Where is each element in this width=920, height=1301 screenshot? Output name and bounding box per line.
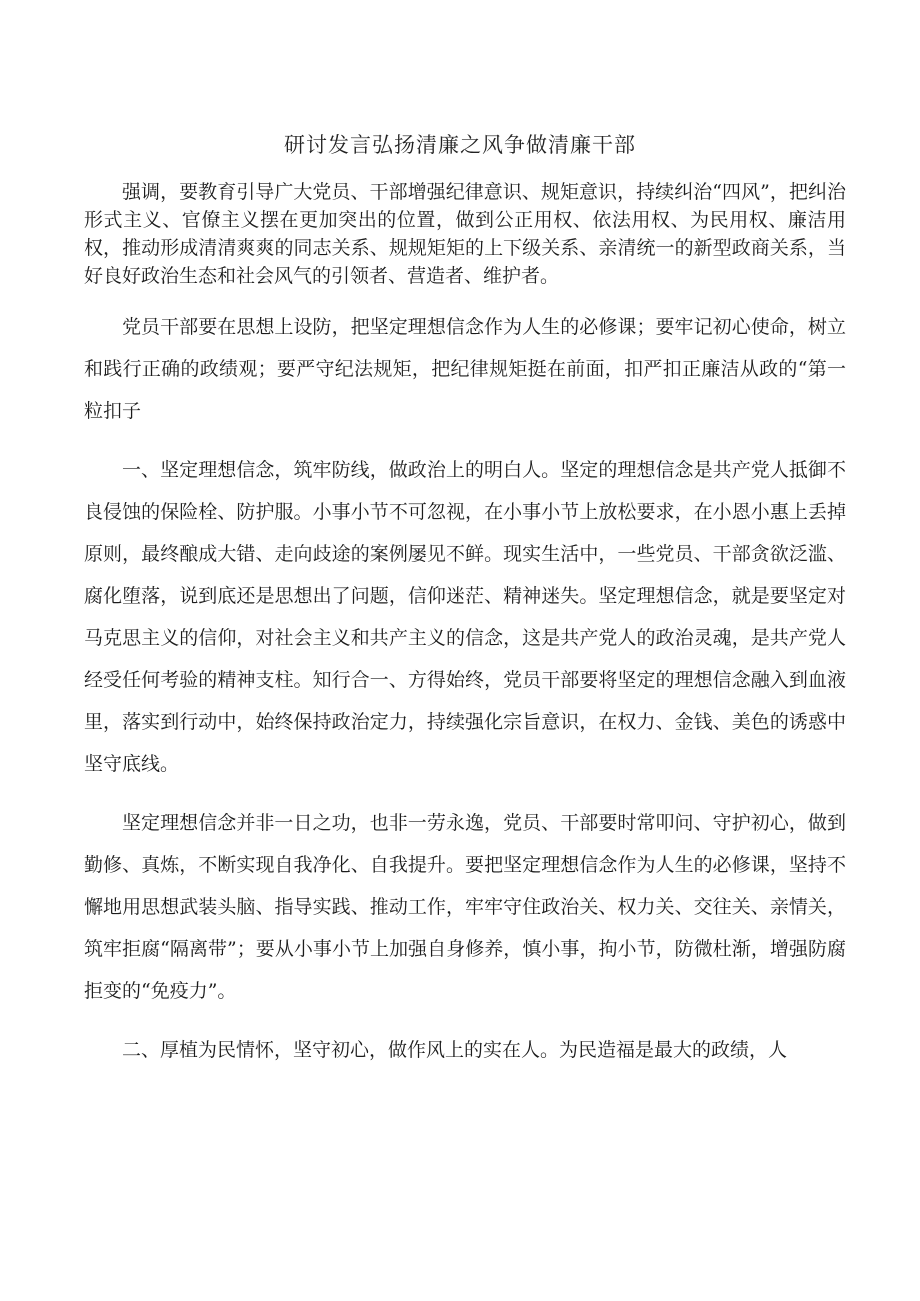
paragraph-1: 强调，要教育引导广大党员、干部增强纪律意识、规矩意识，持续纠治“四风”，把纠治形式主义、官僚主义摆在更加突出的位置，做到公正用权、依法用权、为民用权、廉洁用权，推动形成清清爽爽的同志关系、规规矩矩的上下级关系、亲清统一的新型政商关系，当好良好政治生态和社会风气的引领者、营造者、维护者。	[84, 181, 846, 287]
paragraph-5: 二、厚植为民情怀，坚守初心，做作风上的实在人。为民造福是最大的政绩，人	[122, 1039, 788, 1061]
paragraph-4: 坚定理想信念并非一日之功，也非一劳永逸，党员、干部要时常叩问、守护初心，做到勤修、真炼，不断实现自我净化、自我提升。要把坚定理想信念作为人生的必修课，坚持不懈地用思想武装头脑、指导实践、推动工作，牢牢守住政治关、权力关、交往关、亲情关，筑牢拒腐“隔离带”；要从小事小节上加强自身修养，慎小事，拘小节，防微杜渐，增强防腐拒变的“免疫力”。	[84, 812, 846, 1002]
document-title: 研讨发言弘扬清廉之风争做清廉干部	[284, 133, 636, 157]
paragraph-2: 党员干部要在思想上设防，把坚定理想信念作为人生的必修课；要牢记初心使命，树立和践行正确的政绩观；要严守纪法规矩，把纪律规矩挺在前面，扣严扣正廉洁从政的“第一粒扣子	[84, 316, 846, 422]
paragraph-3: 一、坚定理想信念，筑牢防线，做政治上的明白人。坚定的理想信念是共产党人抵御不良侵蚀的保险栓、防护服。小事小节不可忽视，在小事小节上放松要求，在小恩小惠上丢掉原则，最终酿成大错、走向歧途的案例屡见不鲜。现实生活中，一些党员、干部贪欲泛滥、腐化堕落，说到底还是思想出了问题，信仰迷茫、精神迷失。坚定理想信念，就是要坚定对马克思主义的信仰，对社会主义和共产主义的信念，这是共产党人的政治灵魂，是共产党人经受任何考验的精神支柱。知行合一、方得始终，党员干部要将坚定的理想信念融入到血液里，落实到行动中，始终保持政治定力，持续强化宗旨意识，在权力、金钱、美色的诱惑中坚守底线。	[84, 459, 846, 775]
document-body	[84, 178, 846, 1088]
